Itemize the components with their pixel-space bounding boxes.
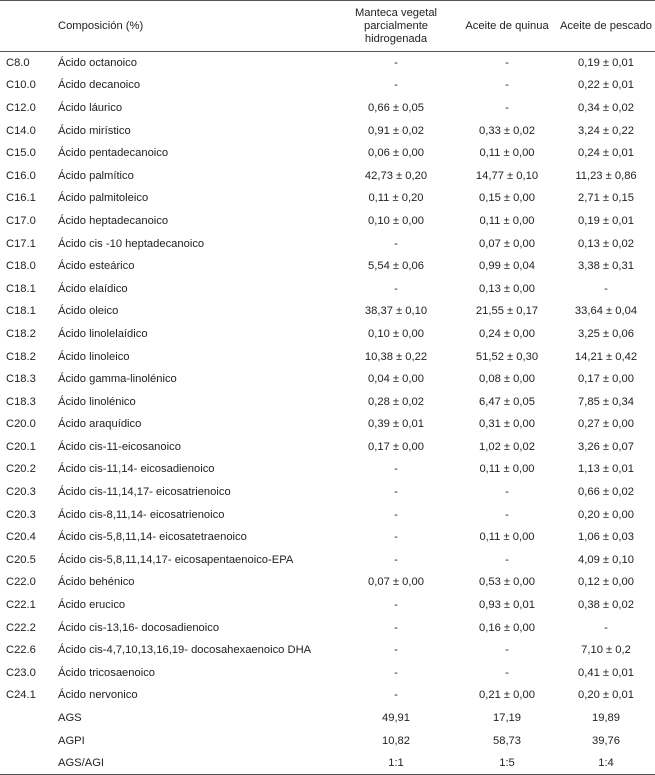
- cell-fish-oil: -: [604, 621, 608, 634]
- table-row: [0, 436, 655, 459]
- table-row: [0, 164, 655, 187]
- cell-name: Ácido tricosaenoico: [58, 666, 156, 679]
- cell-name: Ácido cis-11,14,17- eicosatrienoico: [58, 486, 231, 499]
- cell-quinoa-oil: -: [505, 644, 509, 657]
- cell-fish-oil: 0,66 ± 0,02: [578, 486, 634, 499]
- cell-quinoa-oil: 0,21 ± 0,00: [479, 689, 535, 702]
- cell-quinoa-oil: 0,11 ± 0,00: [479, 531, 535, 544]
- cell-vegetable-shortening: 0,91 ± 0,02: [368, 124, 424, 137]
- table-row: [0, 503, 655, 526]
- cell-code: C20.4: [6, 531, 36, 544]
- cell-quinoa-oil: 51,52 ± 0,30: [475, 350, 539, 363]
- cell-code: C8.0: [6, 57, 30, 70]
- table-row: [0, 594, 655, 617]
- cell-quinoa-oil: 0,93 ± 0,01: [479, 599, 535, 612]
- cell-quinoa-oil: 58,73: [493, 734, 521, 747]
- table-row: [0, 481, 655, 504]
- cell-name: Ácido behénico: [58, 576, 135, 589]
- cell-code: C16.1: [6, 192, 36, 205]
- cell-vegetable-shortening: -: [394, 553, 398, 566]
- cell-name: Ácido linolelaídico: [58, 327, 148, 340]
- cell-vegetable-shortening: 0,11 ± 0,20: [368, 192, 424, 205]
- cell-name: Ácido esteárico: [58, 260, 135, 273]
- cell-quinoa-oil: -: [505, 101, 509, 114]
- header-fish-oil: Aceite de pescado: [557, 1, 655, 52]
- cell-code: [0, 729, 52, 752]
- table-row: [0, 368, 655, 391]
- cell-quinoa-oil: 0,16 ± 0,00: [479, 621, 535, 634]
- cell-vegetable-shortening: 0,17 ± 0,00: [368, 440, 424, 453]
- cell-code: [0, 707, 52, 730]
- header-row: [0, 1, 655, 52]
- cell-code: C23.0: [6, 666, 36, 679]
- cell-quinoa-oil: 0,13 ± 0,00: [479, 282, 535, 295]
- cell-quinoa-oil: 0,07 ± 0,00: [479, 237, 535, 250]
- cell-vegetable-shortening: 0,10 ± 0,00: [368, 327, 424, 340]
- table-row: [0, 119, 655, 142]
- cell-quinoa-oil: 17,19: [493, 712, 521, 725]
- cell-code: C18.2: [6, 350, 36, 363]
- cell-name: Ácido cis-11-eicosanoico: [58, 440, 181, 453]
- table-header: [0, 1, 655, 52]
- cell-code: C22.0: [6, 576, 36, 589]
- cell-fish-oil: 33,64 ± 0,04: [574, 305, 638, 318]
- table-row: [0, 74, 655, 97]
- cell-fish-oil: 4,09 ± 0,10: [578, 553, 634, 566]
- cell-name: Ácido gamma-linolénico: [58, 373, 177, 386]
- cell-name: Ácido pentadecanoico: [58, 147, 169, 160]
- cell-quinoa-oil: 0,11 ± 0,00: [479, 214, 535, 227]
- table-row: [0, 616, 655, 639]
- cell-code: C14.0: [6, 124, 36, 137]
- cell-fish-oil: 0,17 ± 0,00: [578, 373, 634, 386]
- table-row: [0, 97, 655, 120]
- cell-code: C18.3: [6, 395, 36, 408]
- cell-vegetable-shortening: 1:1: [335, 752, 457, 775]
- cell-name: Ácido heptadecanoico: [58, 214, 169, 227]
- cell-code: C16.0: [6, 169, 36, 182]
- cell-fish-oil: 0,38 ± 0,02: [578, 599, 634, 612]
- cell-vegetable-shortening: -: [394, 237, 398, 250]
- cell-name: Ácido linoleico: [58, 350, 130, 363]
- cell-vegetable-shortening: 0,39 ± 0,01: [368, 418, 424, 431]
- cell-name: Ácido cis-4,7,10,13,16,19- docosahexaenoico DHA: [58, 644, 312, 657]
- cell-vegetable-shortening: 5,54 ± 0,06: [368, 260, 424, 273]
- cell-name: AGPI: [58, 734, 85, 747]
- cell-vegetable-shortening: -: [394, 621, 398, 634]
- cell-vegetable-shortening: 38,37 ± 0,10: [364, 305, 428, 318]
- cell-vegetable-shortening: 0,07 ± 0,00: [368, 576, 424, 589]
- header-code: [0, 1, 52, 52]
- cell-quinoa-oil: 21,55 ± 0,17: [475, 305, 539, 318]
- cell-name: Ácido elaídico: [58, 282, 128, 295]
- cell-name: Ácido cis-11,14- eicosadienoico: [58, 463, 215, 476]
- cell-code: C22.1: [6, 599, 36, 612]
- cell-fish-oil: 2,71 ± 0,15: [578, 192, 634, 205]
- cell-quinoa-oil: -: [505, 553, 509, 566]
- table-row: [0, 300, 655, 323]
- table-row: [0, 458, 655, 481]
- cell-vegetable-shortening: 0,66 ± 0,05: [368, 101, 424, 114]
- table-row: [0, 549, 655, 572]
- table-row: [0, 707, 655, 730]
- table-body: [0, 52, 655, 775]
- cell-name: Ácido erucico: [58, 599, 126, 612]
- cell-quinoa-oil: -: [505, 57, 509, 70]
- cell-fish-oil: 7,85 ± 0,34: [578, 395, 634, 408]
- cell-name: Ácido nervonico: [58, 689, 138, 702]
- cell-name: Ácido araquídico: [58, 418, 142, 431]
- cell-fish-oil: 0,20 ± 0,00: [578, 508, 634, 521]
- cell-vegetable-shortening: -: [394, 486, 398, 499]
- cell-name: Ácido octanoico: [58, 57, 137, 70]
- cell-fish-oil: 3,25 ± 0,06: [578, 327, 634, 340]
- header-vegetable-shortening: Manteca vegetal parcialmente hidrogenada: [335, 1, 457, 52]
- cell-name: Ácido láurico: [58, 101, 123, 114]
- cell-vegetable-shortening: 0,10 ± 0,00: [368, 214, 424, 227]
- table-row: [0, 142, 655, 165]
- cell-code: C12.0: [6, 101, 36, 114]
- table-row: [0, 255, 655, 278]
- cell-fish-oil: 0,34 ± 0,02: [578, 101, 634, 114]
- cell-fish-oil: 0,12 ± 0,00: [578, 576, 634, 589]
- cell-fish-oil: -: [604, 282, 608, 295]
- cell-fish-oil: 0,24 ± 0,01: [578, 147, 634, 160]
- cell-code: C17.1: [6, 237, 36, 250]
- table-row: [0, 390, 655, 413]
- cell-name: Ácido palmítico: [58, 169, 134, 182]
- cell-name: AGS: [58, 712, 82, 725]
- table-row: [0, 639, 655, 662]
- cell-code: C20.3: [6, 508, 36, 521]
- cell-fish-oil: 39,76: [592, 734, 620, 747]
- cell-name: AGS/AGI: [52, 752, 335, 775]
- cell-quinoa-oil: 14,77 ± 0,10: [475, 169, 539, 182]
- cell-quinoa-oil: 0,08 ± 0,00: [479, 373, 535, 386]
- cell-code: C20.0: [6, 418, 36, 431]
- table-row: [0, 684, 655, 707]
- cell-name: Ácido palmitoleico: [58, 192, 149, 205]
- cell-name: Ácido decanoico: [58, 79, 141, 92]
- cell-fish-oil: 0,41 ± 0,01: [578, 666, 634, 679]
- cell-fish-oil: 0,22 ± 0,01: [578, 79, 634, 92]
- cell-vegetable-shortening: 10,38 ± 0,22: [364, 350, 428, 363]
- cell-code: [0, 752, 52, 775]
- cell-code: C17.0: [6, 214, 36, 227]
- cell-code: C20.3: [6, 486, 36, 499]
- cell-vegetable-shortening: -: [394, 79, 398, 92]
- cell-quinoa-oil: 6,47 ± 0,05: [479, 395, 535, 408]
- cell-quinoa-oil: 1:5: [457, 752, 557, 775]
- table-row: [0, 662, 655, 685]
- cell-code: C20.5: [6, 553, 36, 566]
- cell-vegetable-shortening: -: [394, 531, 398, 544]
- cell-quinoa-oil: 0,99 ± 0,04: [479, 260, 535, 273]
- table-row: [0, 752, 655, 775]
- cell-vegetable-shortening: 0,06 ± 0,00: [368, 147, 424, 160]
- cell-name: Ácido oleico: [58, 305, 119, 318]
- cell-fish-oil: 14,21 ± 0,42: [574, 350, 638, 363]
- cell-name: Ácido cis-5,8,11,14- eicosatetraenoico: [58, 531, 247, 544]
- cell-code: C10.0: [6, 79, 36, 92]
- cell-fish-oil: 11,23 ± 0,86: [575, 169, 637, 182]
- cell-code: C18.1: [6, 305, 36, 318]
- table-row: [0, 345, 655, 368]
- cell-code: C22.2: [6, 621, 36, 634]
- cell-fish-oil: 0,19 ± 0,01: [578, 214, 634, 227]
- cell-name: Ácido mirístico: [58, 124, 131, 137]
- table-row: [0, 323, 655, 346]
- cell-fish-oil: 0,19 ± 0,01: [578, 57, 634, 70]
- cell-fish-oil: 19,89: [592, 712, 620, 725]
- cell-quinoa-oil: 0,11 ± 0,00: [479, 147, 535, 160]
- table-row: [0, 52, 655, 75]
- cell-fish-oil: 0,13 ± 0,02: [578, 237, 634, 250]
- cell-fish-oil: 7,10 ± 0,2: [581, 644, 631, 657]
- cell-name: Ácido linolénico: [58, 395, 136, 408]
- cell-quinoa-oil: -: [505, 79, 509, 92]
- cell-code: C20.2: [6, 463, 36, 476]
- cell-quinoa-oil: -: [505, 486, 509, 499]
- cell-vegetable-shortening: -: [394, 644, 398, 657]
- cell-vegetable-shortening: -: [394, 666, 398, 679]
- cell-fish-oil: 3,26 ± 0,07: [578, 440, 634, 453]
- cell-code: C18.0: [6, 260, 36, 273]
- cell-vegetable-shortening: 0,04 ± 0,00: [368, 373, 424, 386]
- table-row: [0, 232, 655, 255]
- table-row: [0, 413, 655, 436]
- cell-code: C24.1: [6, 689, 36, 702]
- cell-quinoa-oil: -: [505, 666, 509, 679]
- cell-vegetable-shortening: -: [394, 282, 398, 295]
- cell-code: C20.1: [6, 440, 36, 453]
- header-quinoa-oil: Aceite de quinua: [457, 1, 557, 52]
- cell-code: C15.0: [6, 147, 36, 160]
- table-row: [0, 571, 655, 594]
- cell-name: Ácido cis-13,16- docosadienoico: [58, 621, 220, 634]
- cell-vegetable-shortening: -: [394, 599, 398, 612]
- cell-quinoa-oil: 0,31 ± 0,00: [479, 418, 535, 431]
- cell-fish-oil: 0,20 ± 0,01: [578, 689, 634, 702]
- cell-name: Ácido cis-8,11,14- eicosatrienoico: [58, 508, 225, 521]
- cell-fish-oil: 3,38 ± 0,31: [578, 260, 634, 273]
- cell-quinoa-oil: 0,53 ± 0,00: [479, 576, 535, 589]
- cell-vegetable-shortening: 42,73 ± 0,20: [364, 169, 428, 182]
- cell-name: Ácido cis-5,8,11,14,17- eicosapentaenoico-EPA: [58, 553, 294, 566]
- cell-quinoa-oil: 0,11 ± 0,00: [479, 463, 535, 476]
- cell-vegetable-shortening: -: [394, 689, 398, 702]
- cell-fish-oil: 1,06 ± 0,03: [578, 531, 634, 544]
- cell-fish-oil: 0,27 ± 0,00: [578, 418, 634, 431]
- table-row: [0, 210, 655, 233]
- cell-vegetable-shortening: -: [394, 463, 398, 476]
- cell-quinoa-oil: -: [505, 508, 509, 521]
- cell-vegetable-shortening: 10,82: [382, 734, 410, 747]
- cell-vegetable-shortening: 49,91: [382, 712, 410, 725]
- cell-quinoa-oil: 0,24 ± 0,00: [479, 327, 535, 340]
- cell-quinoa-oil: 0,15 ± 0,00: [479, 192, 535, 205]
- cell-vegetable-shortening: -: [394, 508, 398, 521]
- cell-fish-oil: 1,13 ± 0,01: [578, 463, 634, 476]
- cell-vegetable-shortening: 0,28 ± 0,02: [368, 395, 424, 408]
- table-row: [0, 187, 655, 210]
- cell-quinoa-oil: 1,02 ± 0,02: [479, 440, 535, 453]
- cell-quinoa-oil: 0,33 ± 0,02: [479, 124, 535, 137]
- cell-vegetable-shortening: -: [394, 57, 398, 70]
- cell-code: C18.1: [6, 282, 36, 295]
- cell-code: C18.2: [6, 327, 36, 340]
- cell-fish-oil: 3,24 ± 0,22: [578, 124, 634, 137]
- cell-fish-oil: 1:4: [557, 752, 655, 775]
- cell-code: C22.6: [6, 644, 36, 657]
- cell-name: Ácido cis -10 heptadecanoico: [58, 237, 205, 250]
- cell-code: C18.3: [6, 373, 36, 386]
- table-row: [0, 277, 655, 300]
- table-row: [0, 526, 655, 549]
- table-row: [0, 729, 655, 752]
- header-composition: Composición (%): [52, 1, 335, 52]
